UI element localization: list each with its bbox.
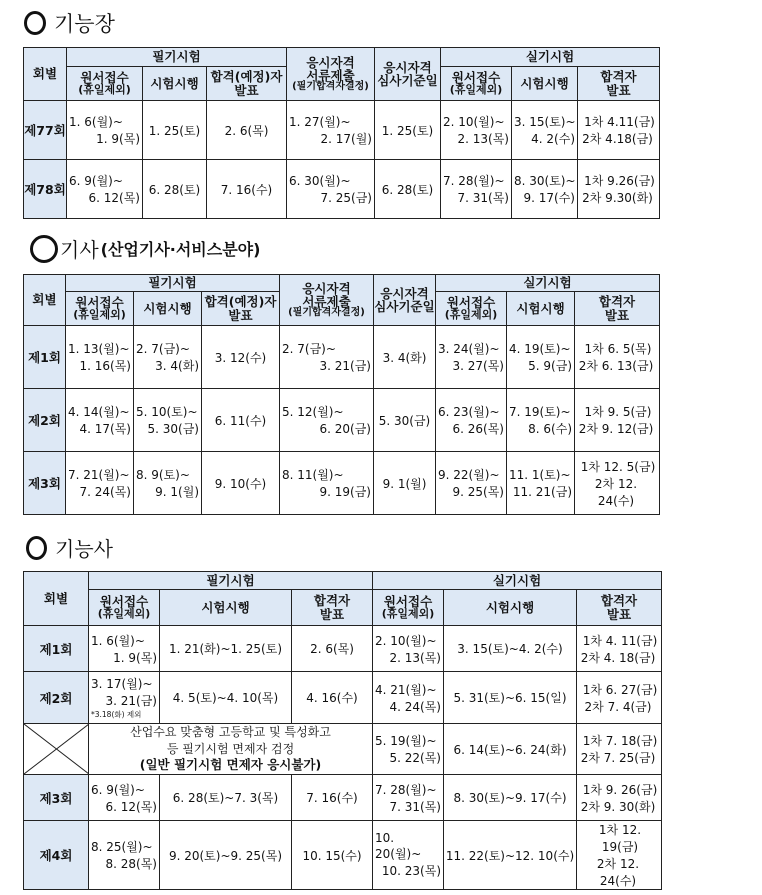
header-qual-docs: 응시자격 서류제출 (필기합격자결정) bbox=[287, 48, 375, 101]
header-written: 필기시험 bbox=[89, 572, 373, 590]
header-round: 회별 bbox=[24, 572, 89, 626]
round-label: 제2회 bbox=[24, 672, 89, 724]
practical-announce-cell: 1차 6. 5(목) 2차 6. 13(금) bbox=[575, 326, 660, 389]
header-qual-review: 응시자격 심사기준일 bbox=[375, 48, 441, 101]
practical-apply-cell: 2. 10(월)~ 2. 13(목) bbox=[373, 626, 444, 672]
practical-exam-cell: 11. 1(토)~ 11. 21(금) bbox=[507, 452, 575, 515]
practical-exam-cell: 3. 15(토)~4. 2(수) bbox=[444, 626, 577, 672]
practical-announce-cell: 1차 12. 19(금) 2차 12. 24(수) bbox=[577, 821, 662, 890]
practical-announce-cell: 1차 12. 5(금) 2차 12. 24(수) bbox=[575, 452, 660, 515]
round-label: 제4회 bbox=[24, 821, 89, 890]
header-exam-date: 시험시행 bbox=[507, 292, 575, 326]
table-row bbox=[24, 672, 662, 724]
practical-apply-cell: 7. 28(월)~ 7. 31(목) bbox=[441, 160, 512, 219]
docs-cell: 6. 30(월)~ 7. 25(금) bbox=[287, 160, 375, 219]
practical-announce-cell: 1차 9. 26(금) 2차 9. 30(화) bbox=[577, 775, 662, 821]
practical-exam-cell: 5. 31(토)~6. 15(일) bbox=[444, 672, 577, 724]
header-exam-date: 시험시행 bbox=[160, 590, 292, 626]
practical-exam-cell: 8. 30(토)~9. 17(수) bbox=[444, 775, 577, 821]
written-exam-cell: 1. 25(토) bbox=[143, 101, 207, 160]
written-announce-cell: 7. 16(수) bbox=[207, 160, 287, 219]
docs-cell: 8. 11(월)~ 9. 19(금) bbox=[280, 452, 374, 515]
header-exam-date: 시험시행 bbox=[143, 67, 207, 101]
round-label: 제3회 bbox=[24, 775, 89, 821]
review-cell: 3. 4(화) bbox=[374, 326, 436, 389]
practical-exam-cell: 7. 19(토)~ 8. 6(수) bbox=[507, 389, 575, 452]
schedule-table-craftsman bbox=[23, 571, 662, 890]
table-row bbox=[24, 821, 662, 890]
table-row bbox=[24, 626, 662, 672]
written-apply-cell: 4. 14(월)~ 4. 17(목) bbox=[66, 389, 134, 452]
written-apply-cell: 1. 6(월)~ 1. 9(목) bbox=[67, 101, 143, 160]
circle-bullet-icon bbox=[30, 235, 58, 263]
header-practical: 실기시험 bbox=[441, 48, 660, 67]
header-apply: 원서접수 (휴일제외) bbox=[436, 292, 507, 326]
header-written: 필기시험 bbox=[67, 48, 287, 67]
written-announce-cell: 3. 12(수) bbox=[202, 326, 280, 389]
round-label: 제78회 bbox=[24, 160, 67, 219]
docs-cell: 2. 7(금)~ 3. 21(금) bbox=[280, 326, 374, 389]
written-announce-cell: 9. 10(수) bbox=[202, 452, 280, 515]
practical-apply-cell: 5. 19(월)~ 5. 22(목) bbox=[373, 724, 444, 775]
section-title-text: 기능장 bbox=[54, 12, 115, 36]
practical-exam-cell: 4. 19(토)~ 5. 9(금) bbox=[507, 326, 575, 389]
written-announce-cell: 2. 6(목) bbox=[292, 626, 373, 672]
circle-bullet-icon bbox=[26, 536, 47, 560]
round-label: 제2회 bbox=[24, 389, 66, 452]
practical-apply-cell: 4. 21(월)~ 4. 24(목) bbox=[373, 672, 444, 724]
round-label: 제1회 bbox=[24, 626, 89, 672]
header-qual-review: 응시자격 심사기준일 bbox=[374, 275, 436, 326]
circle-bullet-icon bbox=[24, 11, 46, 35]
written-apply-cell: 6. 9(월)~ 6. 12(목) bbox=[67, 160, 143, 219]
table-row bbox=[24, 389, 660, 452]
written-announce-cell: 2. 6(목) bbox=[207, 101, 287, 160]
written-announce-cell: 6. 11(수) bbox=[202, 389, 280, 452]
round-label: 제1회 bbox=[24, 326, 66, 389]
header-announce-expected: 합격(예정)자 발표 bbox=[207, 67, 287, 101]
practical-exam-cell: 11. 22(토)~12. 10(수) bbox=[444, 821, 577, 890]
practical-announce-cell: 1차 6. 27(금) 2차 7. 4(금) bbox=[577, 672, 662, 724]
header-round: 회별 bbox=[24, 48, 67, 101]
written-announce-cell: 7. 16(수) bbox=[292, 775, 373, 821]
schedule-table-engineer bbox=[23, 274, 660, 515]
header-announce-expected: 합격(예정)자 발표 bbox=[202, 292, 280, 326]
written-exam-cell: 4. 5(토)~4. 10(목) bbox=[160, 672, 292, 724]
practical-apply-cell: 6. 23(월)~ 6. 26(목) bbox=[436, 389, 507, 452]
review-cell: 9. 1(월) bbox=[374, 452, 436, 515]
header-apply: 원서접수 (휴일제외) bbox=[373, 590, 444, 626]
written-announce-cell: 10. 15(수) bbox=[292, 821, 373, 890]
section-title-craftsman bbox=[26, 533, 113, 562]
header-qual-docs: 응시자격 서류제출 (필기합격자결정) bbox=[280, 275, 374, 326]
written-exam-cell: 6. 28(토) bbox=[143, 160, 207, 219]
practical-apply-cell: 7. 28(월)~ 7. 31(목) bbox=[373, 775, 444, 821]
round-label: 제3회 bbox=[24, 452, 66, 515]
practical-announce-cell: 1차 4.11(금) 2차 4.18(금) bbox=[578, 101, 660, 160]
review-cell: 6. 28(토) bbox=[375, 160, 441, 219]
header-apply: 원서접수 (휴일제외) bbox=[66, 292, 134, 326]
header-apply: 원서접수 (휴일제외) bbox=[67, 67, 143, 101]
written-exam-cell: 2. 7(금)~ 3. 4(화) bbox=[134, 326, 202, 389]
table-row bbox=[24, 326, 660, 389]
table-row bbox=[24, 160, 660, 219]
practical-apply-cell: 3. 24(월)~ 3. 27(목) bbox=[436, 326, 507, 389]
header-exam-date: 시험시행 bbox=[512, 67, 578, 101]
section-title-text: 기능사 bbox=[55, 537, 113, 561]
written-apply-cell: 1. 6(월)~ 1. 9(목) bbox=[89, 626, 160, 672]
header-exam-date: 시험시행 bbox=[444, 590, 577, 626]
table-row bbox=[24, 775, 662, 821]
written-apply-cell: 6. 9(월)~ 6. 12(목) bbox=[89, 775, 160, 821]
written-exam-cell: 5. 10(토)~ 5. 30(금) bbox=[134, 389, 202, 452]
practical-announce-cell: 1차 7. 18(금) 2차 7. 25(금) bbox=[577, 724, 662, 775]
header-practical: 실기시험 bbox=[436, 275, 660, 292]
practical-apply-cell: 9. 22(월)~ 9. 25(목) bbox=[436, 452, 507, 515]
header-practical: 실기시험 bbox=[373, 572, 662, 590]
practical-announce-cell: 1차 9.26(금) 2차 9.30(화) bbox=[578, 160, 660, 219]
table-row bbox=[24, 101, 660, 160]
header-round: 회별 bbox=[24, 275, 66, 326]
practical-apply-cell: 2. 10(월)~ 2. 13(목) bbox=[441, 101, 512, 160]
header-written: 필기시험 bbox=[66, 275, 280, 292]
docs-cell: 1. 27(월)~ 2. 17(월) bbox=[287, 101, 375, 160]
review-cell: 1. 25(토) bbox=[375, 101, 441, 160]
written-exam-cell: 6. 28(토)~7. 3(목) bbox=[160, 775, 292, 821]
header-apply: 원서접수 (휴일제외) bbox=[89, 590, 160, 626]
written-apply-cell: 8. 25(월)~ 8. 28(목) bbox=[89, 821, 160, 890]
section-title-text: 기사 bbox=[60, 238, 99, 262]
round-label: 제77회 bbox=[24, 101, 67, 160]
practical-apply-cell: 10. 20(월)~ 10. 23(목) bbox=[373, 821, 444, 890]
exclusion-note: *3.18(화) 제외 bbox=[91, 710, 142, 719]
practical-announce-cell: 1차 4. 11(금) 2차 4. 18(금) bbox=[577, 626, 662, 672]
docs-cell: 5. 12(월)~ 6. 20(금) bbox=[280, 389, 374, 452]
written-announce-cell: 4. 16(수) bbox=[292, 672, 373, 724]
header-announce: 합격자 발표 bbox=[578, 67, 660, 101]
header-announce: 합격자 발표 bbox=[575, 292, 660, 326]
table-row bbox=[24, 452, 660, 515]
practical-announce-cell: 1차 9. 5(금) 2차 9. 12(금) bbox=[575, 389, 660, 452]
header-apply: 원서접수 (휴일제외) bbox=[441, 67, 512, 101]
practical-exam-cell: 6. 14(토)~6. 24(화) bbox=[444, 724, 577, 775]
review-cell: 5. 30(금) bbox=[374, 389, 436, 452]
written-exam-cell: 1. 21(화)~1. 25(토) bbox=[160, 626, 292, 672]
section-title-subtext: (산업기사·서비스분야) bbox=[100, 240, 261, 259]
schedule-table-master-craftsman bbox=[23, 47, 660, 219]
written-apply-cell: 1. 13(월)~ 1. 16(목) bbox=[66, 326, 134, 389]
header-announce: 합격자 발표 bbox=[577, 590, 662, 626]
header-exam-date: 시험시행 bbox=[134, 292, 202, 326]
practical-exam-cell: 3. 15(토)~ 4. 2(수) bbox=[512, 101, 578, 160]
written-exam-cell: 9. 20(토)~9. 25(목) bbox=[160, 821, 292, 890]
section-title-engineer bbox=[30, 234, 260, 263]
table-row-special bbox=[24, 724, 662, 775]
special-exemption-note: 산업수요 맞춤형 고등학교 및 특성화고 등 필기시험 면제자 검정 (일반 필기시험 면제자 응시불가) bbox=[89, 724, 373, 775]
written-apply-cell: 3. 17(월)~ 3. 21(금) *3.18(화) 제외 bbox=[89, 672, 160, 724]
not-applicable-cross-icon bbox=[24, 724, 89, 775]
header-announce: 합격자 발표 bbox=[292, 590, 373, 626]
written-exam-cell: 8. 9(토)~ 9. 1(월) bbox=[134, 452, 202, 515]
practical-exam-cell: 8. 30(토)~ 9. 17(수) bbox=[512, 160, 578, 219]
section-title-master-craftsman bbox=[24, 8, 115, 38]
written-apply-cell: 7. 21(월)~ 7. 24(목) bbox=[66, 452, 134, 515]
